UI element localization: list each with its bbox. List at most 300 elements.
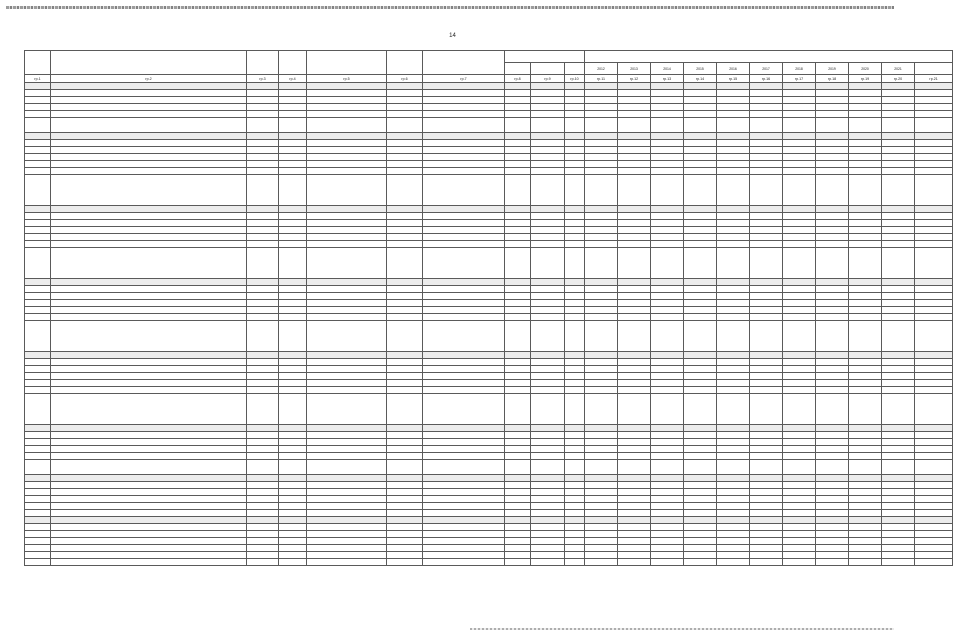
table-cell — [565, 496, 585, 503]
table-cell — [783, 241, 816, 248]
table-cell — [531, 559, 565, 566]
table-cell — [585, 559, 618, 566]
column-number: гр.4 — [279, 75, 307, 83]
table-cell — [915, 147, 953, 154]
table-cell — [915, 206, 953, 213]
table-cell — [387, 394, 423, 425]
table-cell — [783, 97, 816, 104]
table-cell — [423, 307, 505, 314]
table-cell — [51, 517, 247, 524]
table-cell — [279, 300, 307, 307]
table-cell — [849, 227, 882, 234]
table-cell — [585, 118, 618, 133]
table-cell — [307, 538, 387, 545]
table-cell — [717, 213, 750, 220]
table-cell — [651, 161, 684, 168]
table-cell — [565, 111, 585, 118]
table-cell — [307, 293, 387, 300]
table-cell — [51, 227, 247, 234]
table-cell — [816, 140, 849, 147]
table-cell — [618, 496, 651, 503]
table-cell — [247, 154, 279, 161]
table-cell — [750, 111, 783, 118]
table-cell — [423, 286, 505, 293]
table-cell — [618, 175, 651, 206]
table-row — [25, 394, 953, 425]
table-cell — [816, 394, 849, 425]
table-cell — [307, 300, 387, 307]
table-cell — [618, 154, 651, 161]
scan-bottom-edge — [470, 628, 894, 630]
table-cell — [849, 510, 882, 517]
table-cell — [651, 147, 684, 154]
table-cell — [531, 161, 565, 168]
table-cell — [849, 118, 882, 133]
table-cell — [531, 241, 565, 248]
table-cell — [307, 168, 387, 175]
table-cell — [279, 531, 307, 538]
table-cell — [684, 446, 717, 453]
table-cell — [882, 352, 915, 359]
table-cell — [531, 425, 565, 432]
table-cell — [717, 359, 750, 366]
table-cell — [816, 133, 849, 140]
table-cell — [247, 531, 279, 538]
table-cell — [279, 104, 307, 111]
table-cell — [750, 140, 783, 147]
table-cell — [247, 496, 279, 503]
table-cell — [915, 118, 953, 133]
table-cell — [387, 213, 423, 220]
table-cell — [651, 380, 684, 387]
header-cell-year: 2019 — [816, 63, 849, 75]
table-cell — [505, 559, 531, 566]
table-cell — [531, 213, 565, 220]
table-cell — [585, 524, 618, 531]
table-cell — [387, 475, 423, 482]
table-row — [25, 104, 953, 111]
table-cell — [423, 489, 505, 496]
table-row — [25, 111, 953, 118]
table-cell — [915, 241, 953, 248]
table-cell — [585, 489, 618, 496]
table-cell — [750, 154, 783, 161]
table-cell — [618, 545, 651, 552]
column-number: гр.7 — [423, 75, 505, 83]
table-cell — [915, 552, 953, 559]
table-cell — [423, 432, 505, 439]
table-cell — [717, 517, 750, 524]
table-cell — [565, 373, 585, 380]
table-cell — [585, 321, 618, 352]
table-cell — [505, 432, 531, 439]
column-number: гр.19 — [849, 75, 882, 83]
table-cell — [307, 460, 387, 475]
table-cell — [816, 241, 849, 248]
table-cell — [750, 321, 783, 352]
table-cell — [618, 538, 651, 545]
table-cell — [783, 432, 816, 439]
table-cell — [684, 489, 717, 496]
table-cell — [307, 545, 387, 552]
table-cell — [25, 314, 51, 321]
table-cell — [279, 286, 307, 293]
table-cell — [387, 559, 423, 566]
table-cell — [51, 460, 247, 475]
table-cell — [247, 517, 279, 524]
table-cell — [684, 175, 717, 206]
table-cell — [915, 248, 953, 279]
table-cell — [247, 380, 279, 387]
table-cell — [816, 321, 849, 352]
table-cell — [717, 97, 750, 104]
table-cell — [783, 517, 816, 524]
table-cell — [618, 531, 651, 538]
table-cell — [651, 352, 684, 359]
table-cell — [531, 234, 565, 241]
table-cell — [387, 300, 423, 307]
table-cell — [279, 161, 307, 168]
table-row — [25, 314, 953, 321]
table-row — [25, 366, 953, 373]
table-row — [25, 453, 953, 460]
table-cell — [307, 307, 387, 314]
table-cell — [717, 432, 750, 439]
table-cell — [684, 213, 717, 220]
column-number: гр.13 — [651, 75, 684, 83]
table-cell — [717, 154, 750, 161]
table-cell — [387, 279, 423, 286]
table-cell — [882, 90, 915, 97]
table-cell — [618, 83, 651, 90]
table-cell — [423, 279, 505, 286]
table-cell — [783, 227, 816, 234]
table-cell — [816, 425, 849, 432]
table-cell — [307, 510, 387, 517]
table-cell — [505, 300, 531, 307]
table-cell — [51, 352, 247, 359]
table-cell — [51, 248, 247, 279]
table-cell — [651, 321, 684, 352]
table-cell — [279, 140, 307, 147]
column-number: гр.18 — [816, 75, 849, 83]
table-cell — [565, 446, 585, 453]
table-cell — [531, 133, 565, 140]
table-cell — [849, 300, 882, 307]
header-cell-year: 2018 — [783, 63, 816, 75]
table-cell — [565, 524, 585, 531]
table-cell — [618, 241, 651, 248]
table-cell — [849, 168, 882, 175]
table-cell — [423, 241, 505, 248]
table-cell — [849, 366, 882, 373]
header-cell-budget-code-a — [505, 63, 531, 75]
table-cell — [651, 559, 684, 566]
table-cell — [783, 154, 816, 161]
table-cell — [565, 241, 585, 248]
table-cell — [25, 460, 51, 475]
table-cell — [750, 83, 783, 90]
table-cell — [717, 439, 750, 446]
table-cell — [816, 175, 849, 206]
header-cell-year: 2017 — [750, 63, 783, 75]
table-cell — [279, 545, 307, 552]
table-cell — [307, 394, 387, 425]
table-cell — [816, 439, 849, 446]
table-cell — [618, 248, 651, 279]
table-cell — [279, 538, 307, 545]
table-cell — [750, 531, 783, 538]
table-cell — [750, 234, 783, 241]
table-cell — [565, 394, 585, 425]
table-cell — [882, 168, 915, 175]
table-cell — [531, 279, 565, 286]
table-cell — [565, 460, 585, 475]
table-cell — [915, 90, 953, 97]
table-cell — [915, 104, 953, 111]
table-cell — [717, 366, 750, 373]
table-cell — [717, 503, 750, 510]
table-cell — [717, 140, 750, 147]
table-cell — [651, 552, 684, 559]
table-cell — [531, 321, 565, 352]
table-cell — [531, 538, 565, 545]
table-cell — [585, 111, 618, 118]
table-cell — [783, 503, 816, 510]
table-cell — [51, 104, 247, 111]
table-cell — [684, 373, 717, 380]
table-cell — [618, 453, 651, 460]
table-cell — [279, 380, 307, 387]
table-cell — [750, 227, 783, 234]
table-cell — [247, 545, 279, 552]
table-cell — [25, 154, 51, 161]
table-cell — [25, 475, 51, 482]
table-cell — [25, 496, 51, 503]
table-cell — [25, 425, 51, 432]
table-cell — [717, 161, 750, 168]
table-cell — [750, 206, 783, 213]
table-cell — [387, 439, 423, 446]
table-cell — [585, 206, 618, 213]
table-cell — [684, 432, 717, 439]
table-cell — [51, 503, 247, 510]
table-cell — [505, 453, 531, 460]
table-cell — [915, 475, 953, 482]
table-cell — [51, 161, 247, 168]
table-cell — [247, 552, 279, 559]
table-cell — [25, 482, 51, 489]
table-cell — [783, 111, 816, 118]
table-row — [25, 503, 953, 510]
table-cell — [750, 366, 783, 373]
table-cell — [585, 293, 618, 300]
column-number: гр.14 — [684, 75, 717, 83]
table-cell — [816, 359, 849, 366]
table-cell — [618, 321, 651, 352]
table-cell — [750, 489, 783, 496]
table-cell — [423, 206, 505, 213]
table-cell — [565, 248, 585, 279]
table-cell — [25, 118, 51, 133]
table-cell — [307, 97, 387, 104]
table-cell — [915, 425, 953, 432]
table-row — [25, 133, 953, 140]
table-cell — [717, 248, 750, 279]
table-cell — [565, 510, 585, 517]
table-cell — [618, 227, 651, 234]
table-cell — [387, 453, 423, 460]
table-cell — [717, 300, 750, 307]
table-cell — [882, 213, 915, 220]
table-cell — [618, 118, 651, 133]
table-cell — [849, 460, 882, 475]
table-row — [25, 227, 953, 234]
table-cell — [882, 538, 915, 545]
table-cell — [915, 453, 953, 460]
table-cell — [783, 482, 816, 489]
table-cell — [247, 300, 279, 307]
table-cell — [915, 213, 953, 220]
table-cell — [25, 140, 51, 147]
table-cell — [585, 83, 618, 90]
table-cell — [618, 168, 651, 175]
table-cell — [717, 446, 750, 453]
table-row — [25, 220, 953, 227]
table-cell — [618, 489, 651, 496]
table-cell — [387, 168, 423, 175]
table-cell — [783, 380, 816, 387]
table-cell — [849, 293, 882, 300]
table-cell — [717, 314, 750, 321]
table-cell — [915, 373, 953, 380]
table-cell — [531, 439, 565, 446]
table-cell — [25, 359, 51, 366]
table-cell — [750, 425, 783, 432]
table-cell — [531, 366, 565, 373]
table-cell — [307, 359, 387, 366]
table-cell — [387, 460, 423, 475]
table-cell — [25, 111, 51, 118]
table-cell — [505, 83, 531, 90]
table-cell — [51, 154, 247, 161]
table-cell — [750, 213, 783, 220]
table-cell — [783, 140, 816, 147]
table-cell — [565, 439, 585, 446]
table-cell — [618, 475, 651, 482]
table-cell — [307, 206, 387, 213]
table-cell — [882, 446, 915, 453]
table-cell — [882, 279, 915, 286]
table-cell — [882, 380, 915, 387]
table-cell — [849, 359, 882, 366]
table-cell — [717, 168, 750, 175]
table-cell — [279, 524, 307, 531]
table-cell — [247, 140, 279, 147]
table-row — [25, 300, 953, 307]
table-cell — [783, 394, 816, 425]
column-number: гр.8 — [505, 75, 531, 83]
table-cell — [387, 140, 423, 147]
table-cell — [531, 475, 565, 482]
table-cell — [505, 154, 531, 161]
table-cell — [279, 352, 307, 359]
table-cell — [915, 439, 953, 446]
table-cell — [247, 175, 279, 206]
table-cell — [247, 206, 279, 213]
table-cell — [423, 359, 505, 366]
table-cell — [915, 286, 953, 293]
table-cell — [651, 220, 684, 227]
table-cell — [51, 394, 247, 425]
table-cell — [684, 559, 717, 566]
table-cell — [783, 175, 816, 206]
table-cell — [585, 213, 618, 220]
table-cell — [307, 482, 387, 489]
table-cell — [247, 510, 279, 517]
table-row — [25, 154, 953, 161]
column-number: гр.1 — [25, 75, 51, 83]
table-cell — [423, 366, 505, 373]
table-cell — [816, 373, 849, 380]
table-cell — [717, 307, 750, 314]
table-cell — [750, 460, 783, 475]
table-cell — [750, 510, 783, 517]
table-cell — [684, 248, 717, 279]
table-cell — [247, 387, 279, 394]
table-cell — [585, 241, 618, 248]
table-cell — [307, 559, 387, 566]
table-cell — [585, 133, 618, 140]
table-cell — [651, 154, 684, 161]
table-cell — [565, 387, 585, 394]
table-cell — [750, 432, 783, 439]
table-cell — [717, 352, 750, 359]
table-cell — [915, 234, 953, 241]
table-cell — [816, 482, 849, 489]
table-cell — [651, 279, 684, 286]
table-cell — [816, 545, 849, 552]
table-cell — [51, 140, 247, 147]
table-row — [25, 248, 953, 279]
table-cell — [585, 140, 618, 147]
table-cell — [618, 140, 651, 147]
table-cell — [51, 446, 247, 453]
table-cell — [750, 248, 783, 279]
table-cell — [915, 359, 953, 366]
table-cell — [51, 83, 247, 90]
table-cell — [816, 206, 849, 213]
table-cell — [25, 517, 51, 524]
table-cell — [585, 387, 618, 394]
header-cell-values-group — [585, 51, 953, 63]
table-cell — [684, 439, 717, 446]
table-cell — [565, 147, 585, 154]
table-row — [25, 90, 953, 97]
table-cell — [505, 475, 531, 482]
table-cell — [423, 496, 505, 503]
table-cell — [651, 175, 684, 206]
table-cell — [423, 168, 505, 175]
table-cell — [423, 248, 505, 279]
table-cell — [307, 453, 387, 460]
table-cell — [565, 380, 585, 387]
table-cell — [565, 352, 585, 359]
table-cell — [816, 111, 849, 118]
table-cell — [750, 496, 783, 503]
table-cell — [505, 425, 531, 432]
table-cell — [882, 439, 915, 446]
